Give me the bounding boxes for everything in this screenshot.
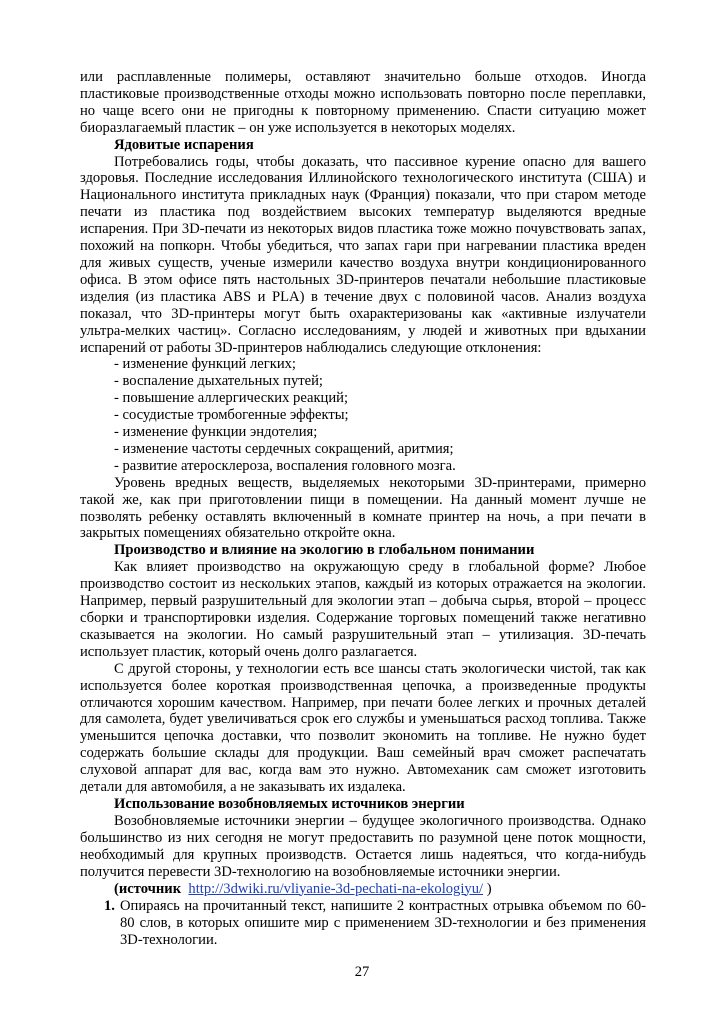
heading-renewable-energy: Использование возобновляемых источников энергии xyxy=(114,795,465,812)
list-item: - развитие атеросклероза, воспаления головного мозга. xyxy=(114,457,456,474)
list-item: - изменение функций легких; xyxy=(114,356,296,373)
source-citation xyxy=(80,881,646,898)
task-number: 1. xyxy=(104,898,115,915)
task-item xyxy=(80,898,646,949)
source-close-paren: ) xyxy=(486,880,492,897)
source-link[interactable]: http://3dwiki.ru/vliyanie-3d-pechati-na-ekologiyu/ xyxy=(188,880,484,897)
source-label: источник xyxy=(118,880,182,897)
heading-production-ecology: Производство и влияние на экологию в глобальном понимании xyxy=(114,542,535,559)
paragraph-fumes-research: Потребовались годы, чтобы доказать, что пассивное курение опасно для вашего здоровья. Последние исследования Иллинойского технологического института (США) и Национального института прикладных наук (Франция) показали, что при старом методе печати из пластика под воздействием высоких температур выделяются вредные испарения. При 3D-печати из некоторых видов пластика тоже можно почувствовать запах, похожий на попкорн. Чтобы убедиться, что запах гари при нагревании пластика вреден для живых существ, ученые измерили качество воздуха внутри кондиционированного офиса. В этом офисе пять настольных 3D-принтеров печатали небольшие пластиковые изделия (из пластика ABS и PLA) в течение двух с половиной часов. Анализ воздуха показал, что 3D-принтеры могут быть охарактеризованы как «активные излучатели ультра-мелких частиц». Согласно исследованиям, у людей и животных при вдыхании испарений от работы 3D-принтеров наблюдались следующие отклонения: xyxy=(80,153,646,356)
paragraph-plastic-waste: или расплавленные полимеры, оставляют значительно больше отходов. Иногда пластиковые производственные отходы можно использовать повторно после переплавки, но чаще всего они не пригодны к повторному применению. Спасти ситуацию может биоразлагаемый пластик – он уже используется в некоторых моделях. xyxy=(80,69,646,136)
paragraph-production-stages: Как влияет производство на окружающую среду в глобальной форме? Любое производство состоит из нескольких этапов, каждый из которых отражается на экологии. Например, первый разрушительный для экологии этап – добыча сырья, второй – процесс сборки и транспортировки изделия. Содержание торговых помещений также негативно сказывается на экологии. Но самый разрушительный этап – утилизация. 3D-печать использует пластик, который очень долго разлагается. xyxy=(80,559,646,660)
health-effects-list xyxy=(80,356,646,474)
paragraph-renewable: Возобновляемые источники энергии – будущее экологичного производства. Однако большинство из них сегодня не могут предоставить по разумной цене поток мощности, необходимый для крупных производств. Остается лишь надеяться, что когда-нибудь получится перевести 3D-технологию на возобновляемые источники энергии. xyxy=(80,812,646,880)
source-open-paren: ( xyxy=(114,880,119,897)
heading-toxic-fumes: Ядовитые испарения xyxy=(114,136,254,153)
page-number: 27 xyxy=(354,964,370,980)
document-body xyxy=(80,69,646,949)
list-item: - повышение аллергических реакций; xyxy=(114,390,349,407)
list-item: - воспаление дыхательных путей; xyxy=(114,373,323,390)
paragraph-eco-benefits: С другой стороны, у технологии есть все шансы стать экологически чистой, так как используется более короткая производственная цепочка, а произведенные продукты отличаются хорошим качеством. Например, при печати более легких и прочных деталей для самолета, будет увеличиваться срок его службы и уменьшаться расход топлива. Также уменьшится цепочка доставки, что позволит экономить на топливе. Не нужно будет содержать большие склады для продукции. Ваш семейный врач сможет распечатать слуховой аппарат для вас, когда вам это нужно. Автомеханик сам сможет изготовить детали для автомобиля, а не заказывать их издалека. xyxy=(80,660,646,796)
list-item: - изменение функции эндотелия; xyxy=(114,424,318,441)
paragraph-harmful-level: Уровень вредных веществ, выделяемых некоторыми 3D-принтерами, примерно такой же, как при приготовлении пищи в помещении. На данный момент лучше не позволять ребенку оставлять включенный в комнате принтер на ночь, а при печати в закрытых помещениях обязательно откройте окна. xyxy=(80,474,646,542)
list-item: - сосудистые тромбогенные эффекты; xyxy=(114,407,349,424)
list-item: - изменение частоты сердечных сокращений, аритмия; xyxy=(114,440,454,457)
task-text: Опираясь на прочитанный текст, напишите 2 контрастных отрывка объемом по 60-80 слов, в которых опишите мир с применением 3D-технологии и без применения 3D-технологии. xyxy=(120,898,646,949)
